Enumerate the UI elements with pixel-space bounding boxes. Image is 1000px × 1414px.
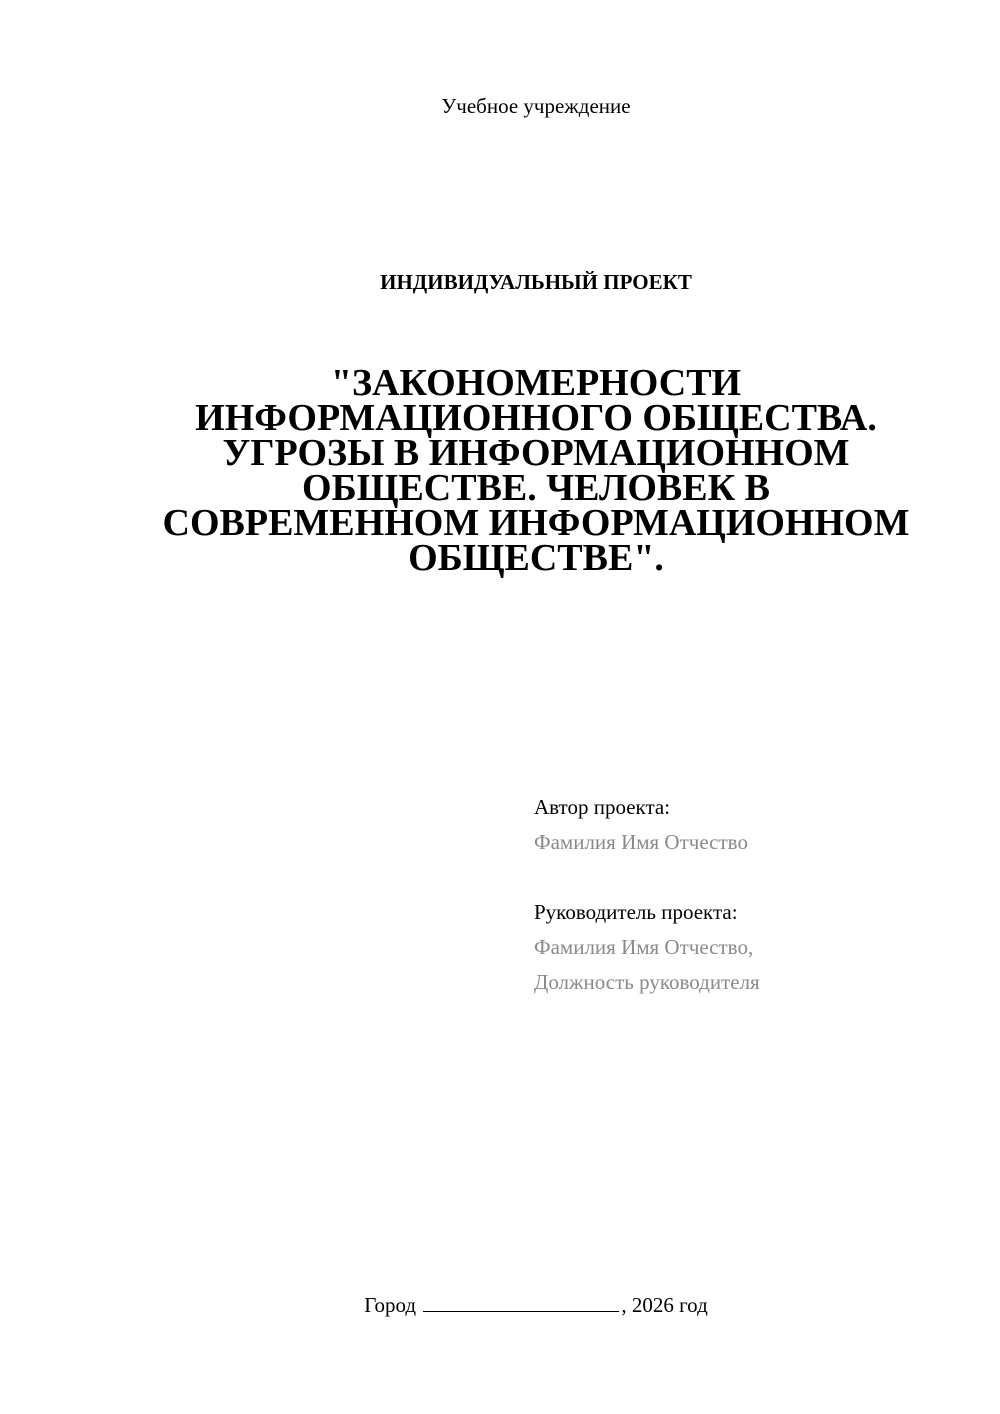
city-blank-line — [423, 1293, 619, 1312]
supervisor-label: Руководитель проекта: — [534, 900, 738, 924]
project-title-line: "ЗАКОНОМЕРНОСТИ — [330, 362, 742, 404]
spacer — [534, 860, 974, 895]
city-label: Город — [364, 1293, 417, 1317]
author-label: Автор проекта: — [534, 795, 671, 819]
project-title-line: ИНФОРМАЦИОННОГО ОБЩЕСТВА. — [195, 397, 877, 439]
project-title-line: ОБЩЕСТВЕ. ЧЕЛОВЕК В — [302, 467, 770, 509]
supervisor-name: Фамилия Имя Отчество, — [534, 935, 754, 959]
project-title-line: ОБЩЕСТВЕ". — [408, 537, 664, 579]
credits-block — [534, 790, 974, 1000]
institution-name: Учебное учреждение — [441, 94, 631, 118]
footer-city-year — [0, 1291, 1000, 1319]
author-name: Фамилия Имя Отчество — [534, 830, 748, 854]
supervisor-position: Должность руководителя — [534, 970, 760, 994]
year-text: , 2026 год — [621, 1293, 708, 1317]
project-type-heading: ИНДИВИДУАЛЬНЫЙ ПРОЕКТ — [380, 270, 692, 294]
project-title-line: УГРОЗЫ В ИНФОРМАЦИОННОМ — [222, 432, 850, 474]
project-title-line: СОВРЕМЕННОМ ИНФОРМАЦИОННОМ — [162, 502, 910, 544]
project-title — [140, 362, 932, 579]
